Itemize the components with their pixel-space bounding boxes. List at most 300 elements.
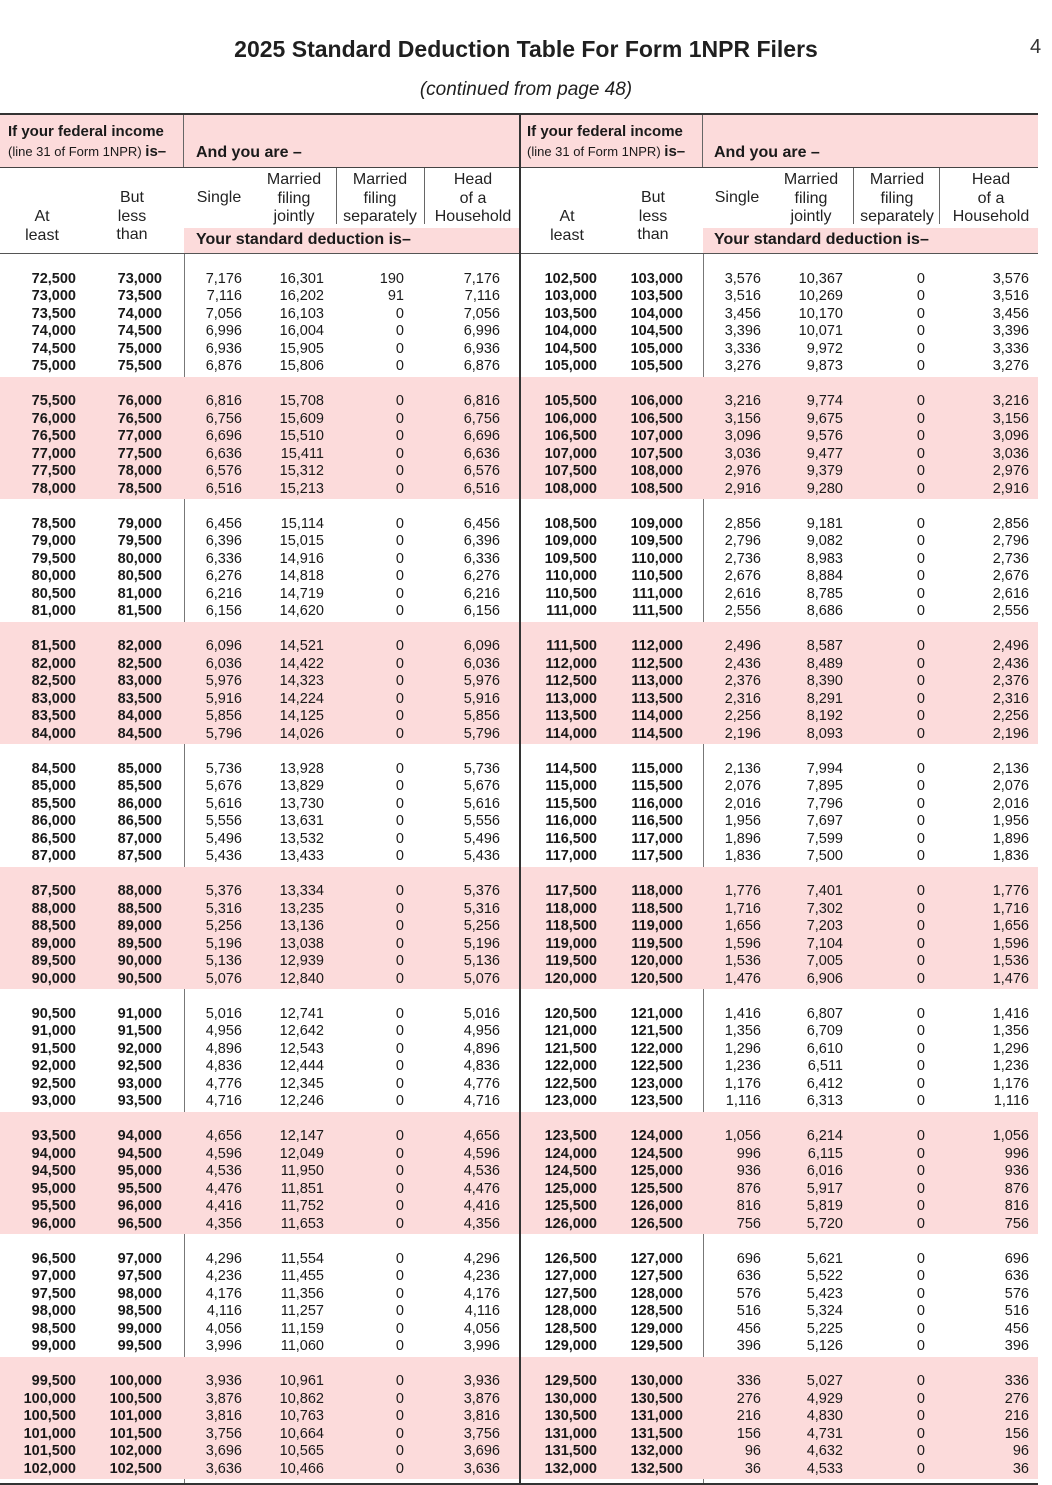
married-separately-cell: 0 — [916, 708, 925, 724]
married-separately-cell: 0 — [916, 445, 925, 462]
single-cell: 576 — [736, 1285, 761, 1302]
head-of-household-cell: 6,516 — [463, 480, 500, 497]
married-separately-cell: 0 — [916, 515, 925, 532]
table-row — [0, 1041, 519, 1059]
row-group — [521, 1234, 1038, 1357]
married-jointly-cell: 14,422 — [279, 655, 324, 672]
single-cell: 5,916 — [205, 690, 242, 707]
but-less-than-cell: 128,000 — [630, 1285, 683, 1302]
head-of-household-cell: 1,896 — [992, 830, 1029, 847]
head-of-household-cell: 336 — [1004, 1373, 1029, 1389]
but-less-than-cell: 108,000 — [630, 463, 683, 479]
married-separately-cell: 0 — [395, 760, 404, 777]
table-row — [0, 673, 519, 691]
married-separately-cell: 0 — [395, 533, 404, 549]
married-separately-cell: 0 — [916, 1093, 925, 1109]
married-jointly-cell: 12,642 — [279, 1023, 324, 1039]
col-married-separately: Married filing separately — [860, 171, 934, 225]
single-cell: 936 — [736, 1163, 761, 1179]
married-jointly-cell: 6,115 — [807, 1145, 843, 1162]
married-jointly-cell: 5,324 — [806, 1303, 843, 1319]
head-of-household-cell: 2,016 — [992, 795, 1029, 812]
table-row — [0, 288, 519, 306]
married-jointly-cell: 10,269 — [798, 288, 843, 304]
married-jointly-cell: 7,895 — [806, 778, 843, 794]
at-least-cell: 80,500 — [31, 585, 76, 602]
table-row — [521, 638, 1038, 656]
row-group — [521, 622, 1038, 745]
but-less-than-cell: 100,000 — [109, 1373, 162, 1389]
head-of-household-cell: 6,756 — [463, 410, 500, 427]
head-of-household-cell: 3,096 — [992, 428, 1029, 444]
single-cell: 4,356 — [205, 1215, 242, 1232]
but-less-than-cell: 95,000 — [117, 1163, 162, 1179]
head-of-household-cell: 4,236 — [463, 1268, 500, 1284]
married-jointly-cell: 9,576 — [806, 428, 843, 444]
single-cell: 816 — [736, 1198, 761, 1214]
at-least-cell: 130,000 — [544, 1390, 597, 1407]
head-of-household-cell: 2,856 — [992, 515, 1029, 532]
single-cell: 3,516 — [724, 288, 761, 304]
head-of-household-cell: 6,816 — [463, 393, 500, 409]
married-separately-cell: 0 — [916, 918, 925, 934]
single-cell: 2,016 — [724, 795, 761, 812]
row-group — [521, 1112, 1038, 1235]
married-jointly-cell: 6,412 — [806, 1075, 843, 1092]
at-least-cell: 131,000 — [544, 1425, 597, 1442]
table-row — [521, 936, 1038, 954]
but-less-than-cell: 89,000 — [117, 918, 162, 934]
table-row — [0, 463, 519, 481]
single-cell: 6,336 — [205, 550, 242, 567]
but-less-than-cell: 88,500 — [117, 900, 162, 917]
but-less-than-cell: 87,000 — [117, 830, 162, 847]
married-separately-cell: 0 — [395, 305, 404, 322]
but-less-than-cell: 120,000 — [630, 953, 683, 969]
married-jointly-cell: 10,565 — [279, 1443, 324, 1459]
married-separately-cell: 0 — [395, 585, 404, 602]
table-row — [521, 813, 1038, 831]
at-least-cell: 79,000 — [31, 533, 76, 549]
married-separately-cell: 0 — [916, 550, 925, 567]
head-of-household-cell: 1,656 — [992, 918, 1029, 934]
single-cell: 3,276 — [724, 358, 761, 374]
head-of-household-cell: 996 — [1004, 1145, 1029, 1162]
married-jointly-cell: 13,235 — [279, 900, 324, 917]
table-row — [521, 673, 1038, 691]
head-of-household-cell: 1,416 — [992, 1005, 1029, 1022]
table-row — [0, 1426, 519, 1444]
head-of-household-cell: 7,116 — [464, 288, 500, 304]
at-least-cell: 127,000 — [544, 1268, 597, 1284]
single-cell: 2,856 — [724, 515, 761, 532]
table-row — [0, 1006, 519, 1024]
married-separately-cell: 0 — [395, 673, 404, 689]
at-least-cell: 114,500 — [545, 760, 597, 777]
and-you-are-header: And you are – — [184, 115, 519, 167]
at-least-cell: 128,500 — [544, 1320, 597, 1337]
but-less-than-cell: 74,500 — [117, 323, 162, 339]
single-cell: 5,076 — [205, 970, 242, 987]
single-cell: 5,856 — [205, 708, 242, 724]
table-row — [0, 708, 519, 726]
married-jointly-cell: 8,093 — [806, 725, 843, 742]
table-row — [0, 1216, 519, 1234]
table-row — [0, 446, 519, 464]
table-row — [0, 918, 519, 936]
head-of-household-cell: 4,116 — [464, 1303, 500, 1319]
single-cell: 3,876 — [205, 1390, 242, 1407]
at-least-cell: 81,000 — [31, 603, 76, 619]
single-cell: 5,016 — [205, 1005, 242, 1022]
but-less-than-cell: 96,000 — [117, 1198, 162, 1214]
married-separately-cell: 0 — [395, 340, 404, 357]
head-of-household-cell: 4,776 — [463, 1075, 500, 1092]
married-separately-cell: 0 — [916, 1145, 925, 1162]
table-row — [521, 411, 1038, 429]
head-of-household-cell: 6,456 — [463, 515, 500, 532]
col-at-least: At least — [25, 208, 59, 244]
table-row — [521, 1391, 1038, 1409]
married-jointly-cell: 15,213 — [279, 480, 324, 497]
married-jointly-cell: 15,806 — [279, 358, 324, 374]
married-separately-cell: 0 — [916, 1058, 925, 1074]
col-single: Single — [714, 189, 760, 206]
single-cell: 5,556 — [205, 813, 242, 829]
married-jointly-cell: 13,928 — [279, 760, 324, 777]
head-of-household-cell: 1,776 — [992, 883, 1029, 899]
at-least-cell: 96,000 — [31, 1215, 76, 1232]
table-row — [0, 516, 519, 534]
single-cell: 3,036 — [724, 445, 761, 462]
at-least-cell: 113,500 — [545, 708, 597, 724]
head-of-household-cell: 3,996 — [463, 1338, 500, 1354]
but-less-than-cell: 100,500 — [109, 1390, 162, 1407]
married-separately-cell: 0 — [916, 288, 925, 304]
married-jointly-cell: 9,972 — [806, 340, 843, 357]
col-married-jointly: Married filing jointly — [783, 171, 839, 225]
at-least-cell: 112,500 — [545, 673, 597, 689]
but-less-than-cell: 110,000 — [631, 550, 683, 567]
head-of-household-cell: 2,076 — [992, 778, 1029, 794]
table-row — [0, 358, 519, 376]
married-separately-cell: 0 — [916, 690, 925, 707]
single-cell: 5,316 — [205, 900, 242, 917]
single-cell: 636 — [736, 1268, 761, 1284]
head-of-household-cell: 6,696 — [463, 428, 500, 444]
table-row — [521, 796, 1038, 814]
at-least-cell: 84,500 — [31, 760, 76, 777]
married-jointly-cell: 8,587 — [806, 638, 843, 654]
married-separately-cell: 0 — [916, 340, 925, 357]
but-less-than-cell: 127,000 — [630, 1250, 683, 1267]
married-separately-cell: 0 — [916, 935, 925, 952]
head-of-household-cell: 3,816 — [463, 1408, 500, 1424]
married-jointly-cell: 5,126 — [806, 1338, 843, 1354]
single-cell: 6,516 — [205, 480, 242, 497]
table-row — [521, 1216, 1038, 1234]
married-jointly-cell: 14,620 — [279, 603, 324, 619]
single-cell: 1,176 — [724, 1075, 761, 1092]
married-separately-cell: 0 — [916, 883, 925, 899]
but-less-than-cell: 124,500 — [630, 1145, 683, 1162]
at-least-cell: 112,000 — [545, 655, 597, 672]
single-cell: 7,176 — [205, 270, 242, 287]
but-less-than-cell: 79,000 — [117, 515, 162, 532]
married-separately-cell: 0 — [395, 638, 404, 654]
income-header-line2: (line 31 of Form 1NPR) is– — [527, 143, 686, 160]
at-least-cell: 122,000 — [544, 1058, 597, 1074]
single-cell: 3,756 — [205, 1425, 242, 1442]
single-cell: 276 — [736, 1390, 761, 1407]
at-least-cell: 110,000 — [545, 568, 597, 584]
single-cell: 3,576 — [724, 270, 761, 287]
single-cell: 5,196 — [205, 935, 242, 952]
at-least-cell: 98,500 — [31, 1320, 76, 1337]
married-separately-cell: 0 — [916, 480, 925, 497]
married-separately-cell: 0 — [395, 410, 404, 427]
married-separately-cell: 0 — [916, 813, 925, 829]
column-headers — [0, 168, 519, 253]
col-single: Single — [196, 189, 242, 206]
but-less-than-cell: 125,500 — [630, 1180, 683, 1197]
at-least-cell: 110,500 — [545, 585, 597, 602]
married-jointly-cell: 12,840 — [279, 970, 324, 987]
but-less-than-cell: 103,000 — [630, 270, 683, 287]
head-of-household-cell: 5,256 — [463, 918, 500, 934]
but-less-than-cell: 129,500 — [630, 1338, 683, 1354]
single-cell: 1,596 — [724, 935, 761, 952]
married-jointly-cell: 6,906 — [806, 970, 843, 987]
but-less-than-cell: 93,000 — [117, 1075, 162, 1092]
single-cell: 7,056 — [205, 305, 242, 322]
but-less-than-cell: 105,000 — [630, 340, 683, 357]
but-less-than-cell: 109,000 — [630, 515, 683, 532]
single-cell: 1,836 — [724, 848, 761, 864]
married-jointly-cell: 10,367 — [798, 270, 843, 287]
married-jointly-cell: 12,246 — [279, 1093, 324, 1109]
married-separately-cell: 0 — [916, 393, 925, 409]
head-of-household-cell: 1,236 — [992, 1058, 1029, 1074]
married-jointly-cell: 16,202 — [279, 288, 324, 304]
but-less-than-cell: 94,500 — [117, 1145, 162, 1162]
table-row — [0, 428, 519, 446]
single-cell: 3,936 — [205, 1373, 242, 1389]
single-cell: 5,616 — [205, 795, 242, 812]
head-of-household-cell: 5,616 — [463, 795, 500, 812]
single-cell: 6,156 — [205, 603, 242, 619]
table-row — [0, 796, 519, 814]
head-of-household-cell: 2,676 — [992, 568, 1029, 584]
your-deduction-header: Your standard deduction is– — [703, 228, 1038, 253]
head-of-household-cell: 6,156 — [463, 603, 500, 619]
married-jointly-cell: 12,939 — [279, 953, 324, 969]
married-separately-cell: 0 — [916, 428, 925, 444]
at-least-cell: 121,500 — [544, 1040, 597, 1057]
at-least-cell: 119,500 — [545, 953, 597, 969]
married-jointly-cell: 9,181 — [806, 515, 843, 532]
married-separately-cell: 0 — [916, 1338, 925, 1354]
single-cell: 6,996 — [205, 323, 242, 339]
single-cell: 7,116 — [206, 288, 242, 304]
at-least-cell: 88,500 — [31, 918, 76, 934]
at-least-cell: 79,500 — [31, 550, 76, 567]
head-of-household-cell: 5,796 — [463, 725, 500, 742]
head-of-household-cell: 1,356 — [992, 1023, 1029, 1039]
but-less-than-cell: 107,000 — [630, 428, 683, 444]
at-least-cell: 78,000 — [31, 480, 76, 497]
but-less-than-cell: 101,000 — [109, 1408, 162, 1424]
row-group — [0, 622, 519, 745]
head-of-household-cell: 3,276 — [992, 358, 1029, 374]
single-cell: 2,616 — [724, 585, 761, 602]
single-cell: 1,896 — [724, 830, 761, 847]
at-least-cell: 104,500 — [544, 340, 597, 357]
but-less-than-cell: 116,000 — [631, 795, 683, 812]
head-of-household-cell: 3,216 — [992, 393, 1029, 409]
head-of-household-cell: 1,716 — [992, 900, 1029, 917]
single-cell: 4,716 — [205, 1093, 242, 1109]
married-jointly-cell: 6,709 — [806, 1023, 843, 1039]
table-row — [0, 971, 519, 989]
table-row — [0, 1303, 519, 1321]
but-less-than-cell: 119,500 — [631, 935, 683, 952]
at-least-cell: 101,500 — [23, 1443, 76, 1459]
table-row — [521, 831, 1038, 849]
table-row — [521, 1303, 1038, 1321]
but-less-than-cell: 97,500 — [117, 1268, 162, 1284]
married-jointly-cell: 12,049 — [279, 1145, 324, 1162]
deduction-table — [0, 113, 1038, 1485]
married-jointly-cell: 11,455 — [280, 1268, 324, 1284]
head-of-household-cell: 2,556 — [992, 603, 1029, 619]
table-row — [0, 1373, 519, 1391]
at-least-cell: 132,000 — [544, 1460, 597, 1477]
married-jointly-cell: 15,015 — [279, 533, 324, 549]
married-jointly-cell: 4,830 — [806, 1408, 843, 1424]
at-least-cell: 96,500 — [31, 1250, 76, 1267]
married-separately-cell: 0 — [395, 1268, 404, 1284]
but-less-than-cell: 102,000 — [109, 1443, 162, 1459]
at-least-cell: 76,000 — [31, 410, 76, 427]
single-cell: 2,796 — [724, 533, 761, 549]
but-less-than-cell: 130,500 — [630, 1390, 683, 1407]
row-group — [521, 377, 1038, 500]
at-least-cell: 123,000 — [544, 1093, 597, 1109]
married-jointly-cell: 10,071 — [798, 323, 843, 339]
head-of-household-cell: 4,296 — [463, 1250, 500, 1267]
table-row — [521, 428, 1038, 446]
table-row — [0, 1251, 519, 1269]
table-row — [521, 778, 1038, 796]
table-row — [521, 463, 1038, 481]
but-less-than-cell: 77,500 — [117, 445, 162, 462]
head-of-household-cell: 3,576 — [992, 270, 1029, 287]
head-of-household-cell: 3,696 — [463, 1443, 500, 1459]
at-least-cell: 126,000 — [544, 1215, 597, 1232]
at-least-cell: 118,000 — [545, 900, 597, 917]
but-less-than-cell: 113,000 — [631, 673, 683, 689]
but-less-than-cell: 108,500 — [630, 480, 683, 497]
but-less-than-cell: 123,500 — [630, 1093, 683, 1109]
married-separately-cell: 0 — [395, 1128, 404, 1144]
at-least-cell: 116,000 — [545, 813, 597, 829]
married-separately-cell: 0 — [916, 1408, 925, 1424]
but-less-than-cell: 104,500 — [630, 323, 683, 339]
married-jointly-cell: 8,686 — [806, 603, 843, 619]
but-less-than-cell: 77,000 — [117, 428, 162, 444]
married-jointly-cell: 11,653 — [280, 1215, 324, 1232]
but-less-than-cell: 76,500 — [117, 410, 162, 427]
head-of-household-cell: 216 — [1004, 1408, 1029, 1424]
but-less-than-cell: 73,500 — [117, 288, 162, 304]
at-least-cell: 91,500 — [31, 1040, 76, 1057]
married-separately-cell: 0 — [395, 550, 404, 567]
head-of-household-cell: 696 — [1004, 1250, 1029, 1267]
head-of-household-cell: 5,196 — [463, 935, 500, 952]
single-cell: 2,256 — [724, 708, 761, 724]
but-less-than-cell: 78,000 — [117, 463, 162, 479]
table-row — [521, 1041, 1038, 1059]
single-cell: 5,436 — [205, 848, 242, 864]
but-less-than-cell: 93,500 — [117, 1093, 162, 1109]
at-least-cell: 111,500 — [546, 638, 597, 654]
head-of-household-cell: 396 — [1004, 1338, 1029, 1354]
row-group — [0, 989, 519, 1112]
single-cell: 2,916 — [724, 480, 761, 497]
single-cell: 1,056 — [724, 1128, 761, 1144]
at-least-cell: 78,500 — [31, 515, 76, 532]
single-cell: 36 — [744, 1460, 761, 1477]
at-least-cell: 104,000 — [544, 323, 597, 339]
at-least-cell: 77,000 — [31, 445, 76, 462]
married-jointly-cell: 11,851 — [280, 1180, 324, 1197]
single-cell: 4,176 — [205, 1285, 242, 1302]
but-less-than-cell: 123,000 — [630, 1075, 683, 1092]
married-separately-cell: 0 — [916, 1215, 925, 1232]
at-least-cell: 90,000 — [31, 970, 76, 987]
table-row — [0, 551, 519, 569]
married-jointly-cell: 15,708 — [279, 393, 324, 409]
at-least-cell: 109,000 — [544, 533, 597, 549]
but-less-than-cell: 91,000 — [117, 1005, 162, 1022]
but-less-than-cell: 127,500 — [630, 1268, 683, 1284]
at-least-cell: 89,500 — [31, 953, 76, 969]
married-separately-cell: 0 — [395, 358, 404, 374]
married-jointly-cell: 10,862 — [279, 1390, 324, 1407]
married-separately-cell: 0 — [916, 1303, 925, 1319]
at-least-cell: 127,500 — [544, 1285, 597, 1302]
at-least-cell: 90,500 — [31, 1005, 76, 1022]
head-of-household-cell: 876 — [1004, 1180, 1029, 1197]
married-jointly-cell: 8,983 — [806, 550, 843, 567]
but-less-than-cell: 73,000 — [117, 270, 162, 287]
married-jointly-cell: 15,510 — [279, 428, 324, 444]
head-of-household-cell: 3,336 — [992, 340, 1029, 357]
head-of-household-cell: 4,356 — [463, 1215, 500, 1232]
married-separately-cell: 0 — [395, 813, 404, 829]
head-of-household-cell: 5,916 — [463, 690, 500, 707]
table-row — [521, 603, 1038, 621]
married-jointly-cell: 5,621 — [806, 1250, 843, 1267]
but-less-than-cell: 122,000 — [630, 1040, 683, 1057]
single-cell: 456 — [736, 1320, 761, 1337]
table-row — [521, 1338, 1038, 1356]
single-cell: 756 — [736, 1215, 761, 1232]
at-least-cell: 73,000 — [31, 288, 76, 304]
married-separately-cell: 0 — [916, 1075, 925, 1092]
single-cell: 1,416 — [724, 1005, 761, 1022]
